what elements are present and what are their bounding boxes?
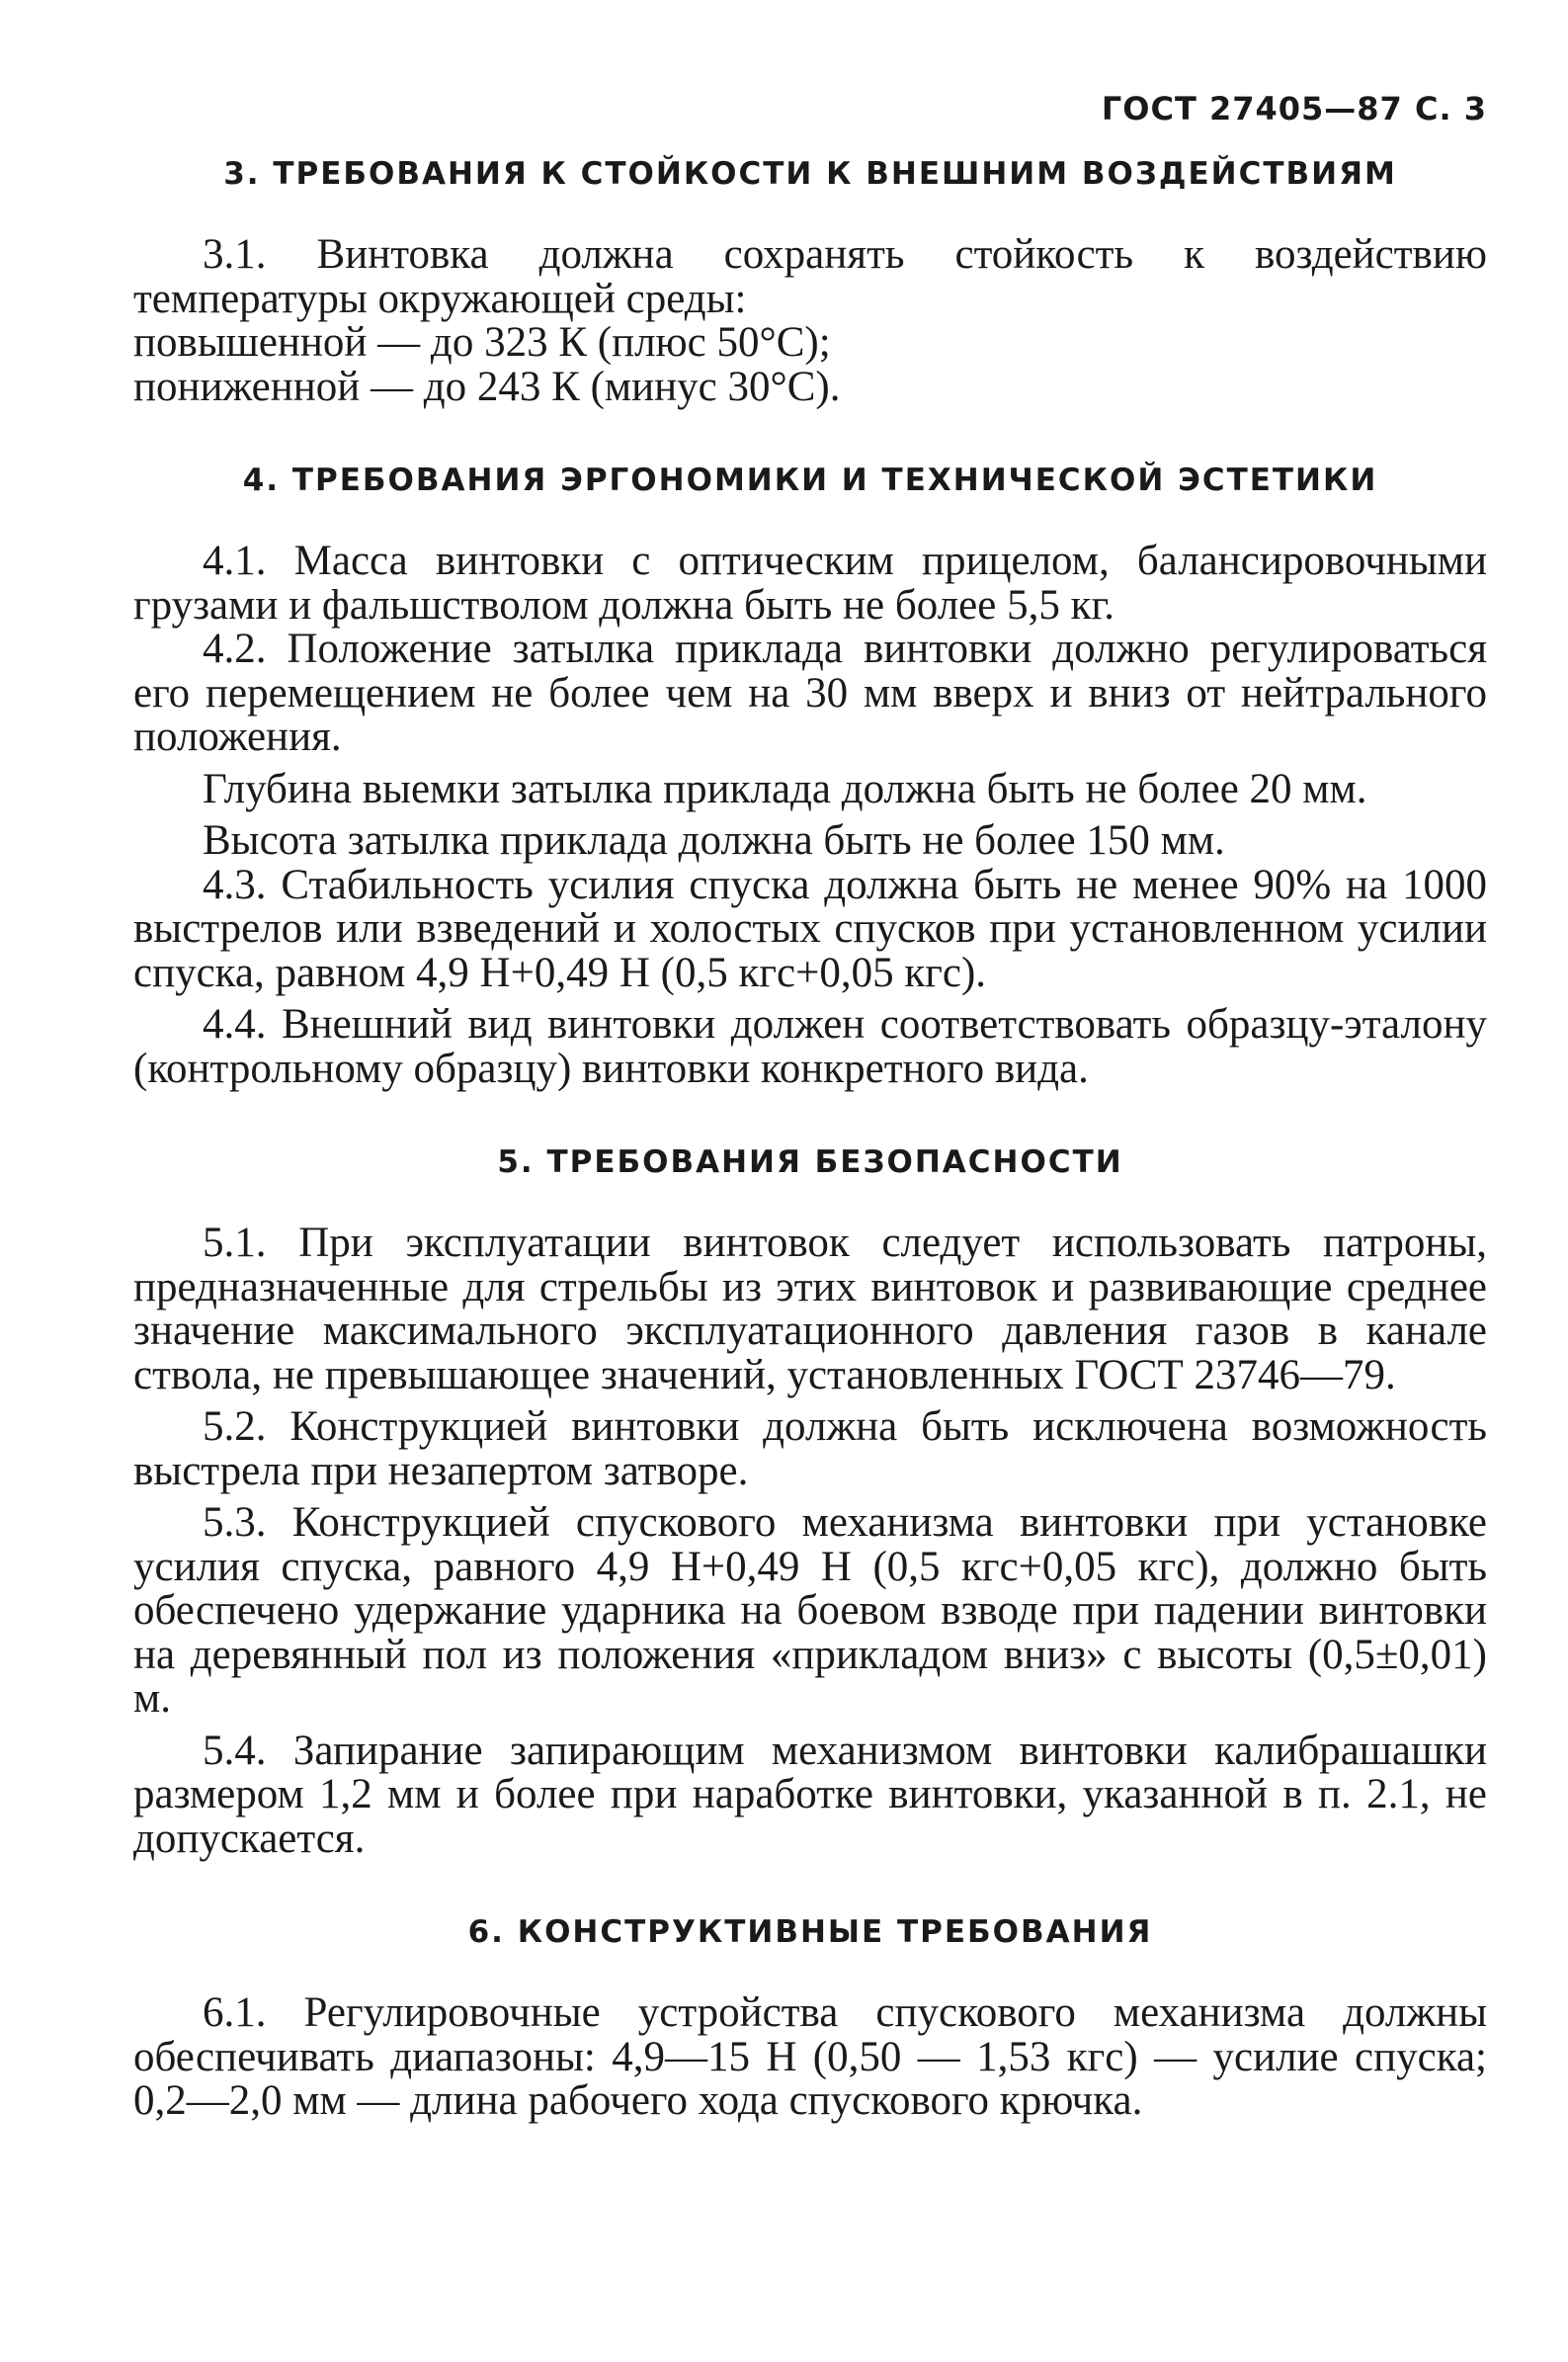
document-page (133, 89, 1487, 2124)
paragraph-4-3: 4.3. Стабильность усилия спуска должна быть не менее 90% на 1000 выстрелов или взведений и холостых спусков при установленном усилии спуска, равном 4,9 Н+0,49 Н (0,5 кгс+0,05 кгс). (133, 861, 1487, 996)
section-4-body (133, 540, 1487, 1091)
section-heading-5: 5. ТРЕБОВАНИЯ БЕЗОПАСНОСТИ (497, 1144, 1123, 1180)
paragraph-5-2: 5.2. Конструкцией винтовки должна быть исключена возможность выстрела при незапертом затворе. (133, 1403, 1487, 1494)
section-heading-3: 3. ТРЕБОВАНИЯ К СТОЙКОСТИ К ВНЕШНИМ ВОЗДЕЙСТВИЯМ (223, 156, 1397, 192)
list-item: повышенной — до 323 К (плюс 50°С); (133, 319, 831, 366)
paragraph-5-4: 5.4. Запирание запирающим механизмом винтовки калибрашашки размером 1,2 мм и более при наработке винтовки, указанной в п. 2.1, не допускается. (133, 1727, 1487, 1862)
section-5-body (133, 1222, 1487, 1861)
paragraph-4-1: 4.1. Масса винтовки с оптическим прицелом, балансировочными грузами и фальшстволом должна быть не более 5,5 кг. (133, 538, 1487, 629)
section-heading-6: 6. КОНСТРУКТИВНЫЕ ТРЕБОВАНИЯ (467, 1914, 1153, 1950)
paragraph-4-2: 4.2. Положение затылка приклада винтовки должно регулироваться его перемещением не более чем на 30 мм вверх и вниз от нейтрального положения. (133, 626, 1487, 760)
section-3-body (133, 233, 1487, 409)
list-item: пониженной — до 243 К (минус 30°С). (133, 363, 841, 410)
running-head: ГОСТ 27405—87 С. 3 (1101, 90, 1487, 127)
paragraph-6-1: 6.1. Регулировочные устройства спускового механизма должны обеспечивать диапазоны: 4,9—15 Н (0,50 — 1,53 кгс) — усилие спуска; 0,2—2,0 мм — длина рабочего хода спускового крючка. (133, 1989, 1487, 2124)
section-heading-4: 4. ТРЕБОВАНИЯ ЭРГОНОМИКИ И ТЕХНИЧЕСКОЙ ЭСТЕТИКИ (242, 463, 1378, 498)
section-6-body (133, 1991, 1487, 2124)
paragraph-5-3: 5.3. Конструкцией спускового механизма винтовки при установке усилия спуска, равного 4,9 Н+0,49 Н (0,5 кгс+0,05 кгс), должно быть обеспечено удержание ударника на боевом взводе при падении винтовки на деревянный пол из положения «прикладом вниз» с высоты (0,5±0,01) м. (133, 1499, 1487, 1722)
paragraph-4-2-height: Высота затылка приклада должна быть не более 150 мм. (203, 817, 1225, 864)
paragraph-3-1: 3.1. Винтовка должна сохранять стойкость к воздействию температуры окружающей среды: (133, 231, 1487, 322)
paragraph-4-4: 4.4. Внешний вид винтовки должен соответствовать образцу-эталону (контрольному образцу) винтовки конкретного вида. (133, 1001, 1487, 1092)
paragraph-5-1: 5.1. При эксплуатации винтовок следует использовать патроны, предназначенные для стрельбы из этих винтовок и развивающие среднее значение максимального эксплуатационного давления газов в канале ствола, не превышающее значений, установленных ГОСТ 23746—79. (133, 1220, 1487, 1398)
paragraph-4-2-depth: Глубина выемки затылка приклада должна быть не более 20 мм. (203, 765, 1367, 812)
